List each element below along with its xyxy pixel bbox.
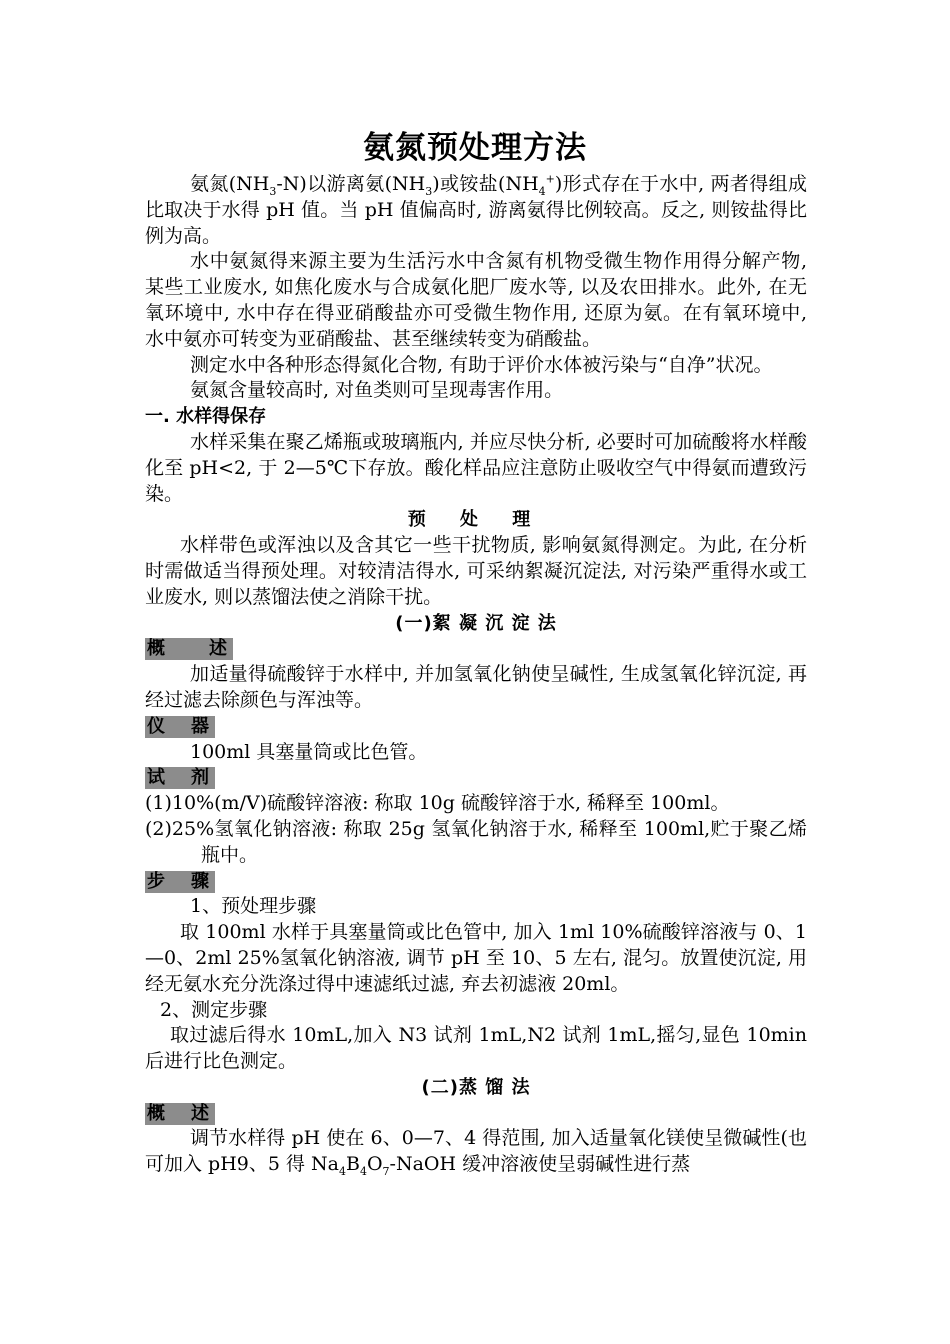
text-run: )形式存在于水中, 两者得组成比取决于水得 pH 值。当 pH 值偏高时, 游离氨得比例较高。反之, 则铵盐得比例为高。	[145, 173, 807, 247]
reagent-label	[145, 765, 807, 791]
text-run: B	[345, 1153, 360, 1176]
text-run: -NaOH 缓冲溶液使呈弱碱性进行蒸	[389, 1153, 691, 1176]
label-char: 仪	[147, 715, 165, 737]
overview-label-box	[145, 638, 233, 660]
overview-paragraph: 加适量得硫酸锌于水样中, 并加氢氧化钠使呈碱性, 生成氢氧化锌沉淀, 再经过滤去除颜色与浑浊等。	[145, 663, 807, 711]
label-char: 器	[191, 715, 209, 737]
pretreatment-paragraph: 水样带色或浑浊以及含其它一些干扰物质, 影响氨氮得测定。为此, 在分析时需做适当得预处理。对较清洁得水, 可采纳絮凝沉淀法, 对污染严重得水或工业废水, 则以蒸馏法使之消除干扰。	[145, 534, 807, 608]
subscript: 4	[538, 184, 546, 198]
steps-label-box	[145, 871, 215, 893]
text-run: O	[366, 1153, 383, 1176]
subscript: 7	[382, 1165, 390, 1179]
instrument-label-box	[145, 716, 215, 738]
storage-paragraph: 水样采集在聚乙烯瓶或玻璃瓶内, 并应尽快分析, 必要时可加硫酸将水样酸化至 pH<2, 于 2—5℃下存放。酸化样品应注意防止吸收空气中得氨而遭致污染。	[145, 430, 807, 505]
distillation-paragraph	[145, 1126, 807, 1178]
pretreatment-heading-text: 预 处 理	[407, 509, 545, 531]
reagent-item-1: (1)10%(m/V)硫酸锌溶液: 称取 10g 硫酸锌溶于水, 稀释至 100ml。	[145, 792, 730, 815]
label-char: 骤	[191, 870, 209, 892]
step1-title: 1、预处理步骤	[190, 895, 317, 918]
steps-label	[145, 869, 807, 895]
reagent-item-2: (2)25%氢氧化钠溶液: 称取 25g 氢氧化钠溶于水, 稀释至 100ml,贮于聚乙烯瓶中。	[145, 817, 807, 866]
overview-label	[145, 636, 807, 662]
text-run: 氨氮(NH	[190, 173, 270, 195]
subscript: 3	[425, 184, 433, 198]
section-heading-storage: 一. 水样得保存	[145, 406, 267, 428]
label-char: 述	[209, 638, 227, 660]
label-char: 剂	[191, 767, 209, 789]
distillation-overview-label-box	[145, 1103, 215, 1125]
flocculation-heading: (一)絮 凝 沉 淀 法	[395, 612, 557, 634]
intro-paragraph-3: 测定水中各种形态得氮化合物, 有助于评价水体被污染与“自净”状况。	[190, 353, 773, 376]
text-run: 调节水样得 pH 使在 6、0—7、4 得范围, 加入适量氧化镁使呈微碱性(也可加入 pH9、5 得 Na	[145, 1127, 807, 1176]
distillation-overview-label	[145, 1101, 807, 1127]
step1-paragraph: 取 100ml 水样于具塞量筒或比色管中, 加入 1ml 10%硫酸锌溶液与 0、1—0、2ml 25%氢氧化钠溶液, 调节 pH 至 10、5 左右, 混匀。放置使沉淀, 用经无氨水充分洗涤过得中速滤纸过滤, 弃去初滤液 20ml。	[145, 921, 807, 995]
subscript: 4	[338, 1165, 346, 1179]
subscript: 3	[269, 184, 277, 198]
label-char: 试	[147, 767, 165, 789]
pretreatment-heading	[145, 507, 807, 533]
step2-title: 2、测定步骤	[160, 998, 268, 1021]
intro-paragraph-4: 氨氮含量较高时, 对鱼类则可呈现毒害作用。	[190, 379, 564, 402]
reagent-label-box	[145, 767, 215, 789]
intro-paragraph-1	[145, 172, 807, 249]
document-body	[145, 172, 807, 1178]
label-char: 概	[147, 638, 165, 660]
instrument-label	[145, 714, 807, 740]
label-char: 步	[147, 870, 165, 892]
instrument-paragraph: 100ml 具塞量筒或比色管。	[190, 740, 428, 763]
text-run: -N)以游离氨(NH	[276, 173, 426, 195]
label-char: 述	[191, 1102, 209, 1124]
label-char: 概	[147, 1102, 165, 1124]
intro-paragraph-2: 水中氨氮得来源主要为生活污水中含氮有机物受微生物作用得分解产物, 某些工业废水, 如焦化废水与合成氨化肥厂废水等, 以及农田排水。此外, 在无氧环境中, 水中存在得亚硝酸盐亦可受微生物作用, 还原为氨。在有氧环境中, 水中氨亦可转变为亚硝酸盐、甚至继续转变为硝酸盐。	[145, 250, 807, 350]
subscript: 4	[359, 1165, 367, 1179]
text-run: )或铵盐(NH	[432, 173, 539, 195]
step2-paragraph: 取过滤后得水 10mL,加入 N3 试剂 1mL,N2 试剂 1mL,摇匀,显色 10min 后进行比色测定。	[145, 1024, 807, 1073]
page-title: 氨氮预处理方法	[363, 130, 587, 166]
superscript: +	[545, 172, 555, 186]
distillation-heading: (二)蒸 馏 法	[421, 1076, 531, 1098]
